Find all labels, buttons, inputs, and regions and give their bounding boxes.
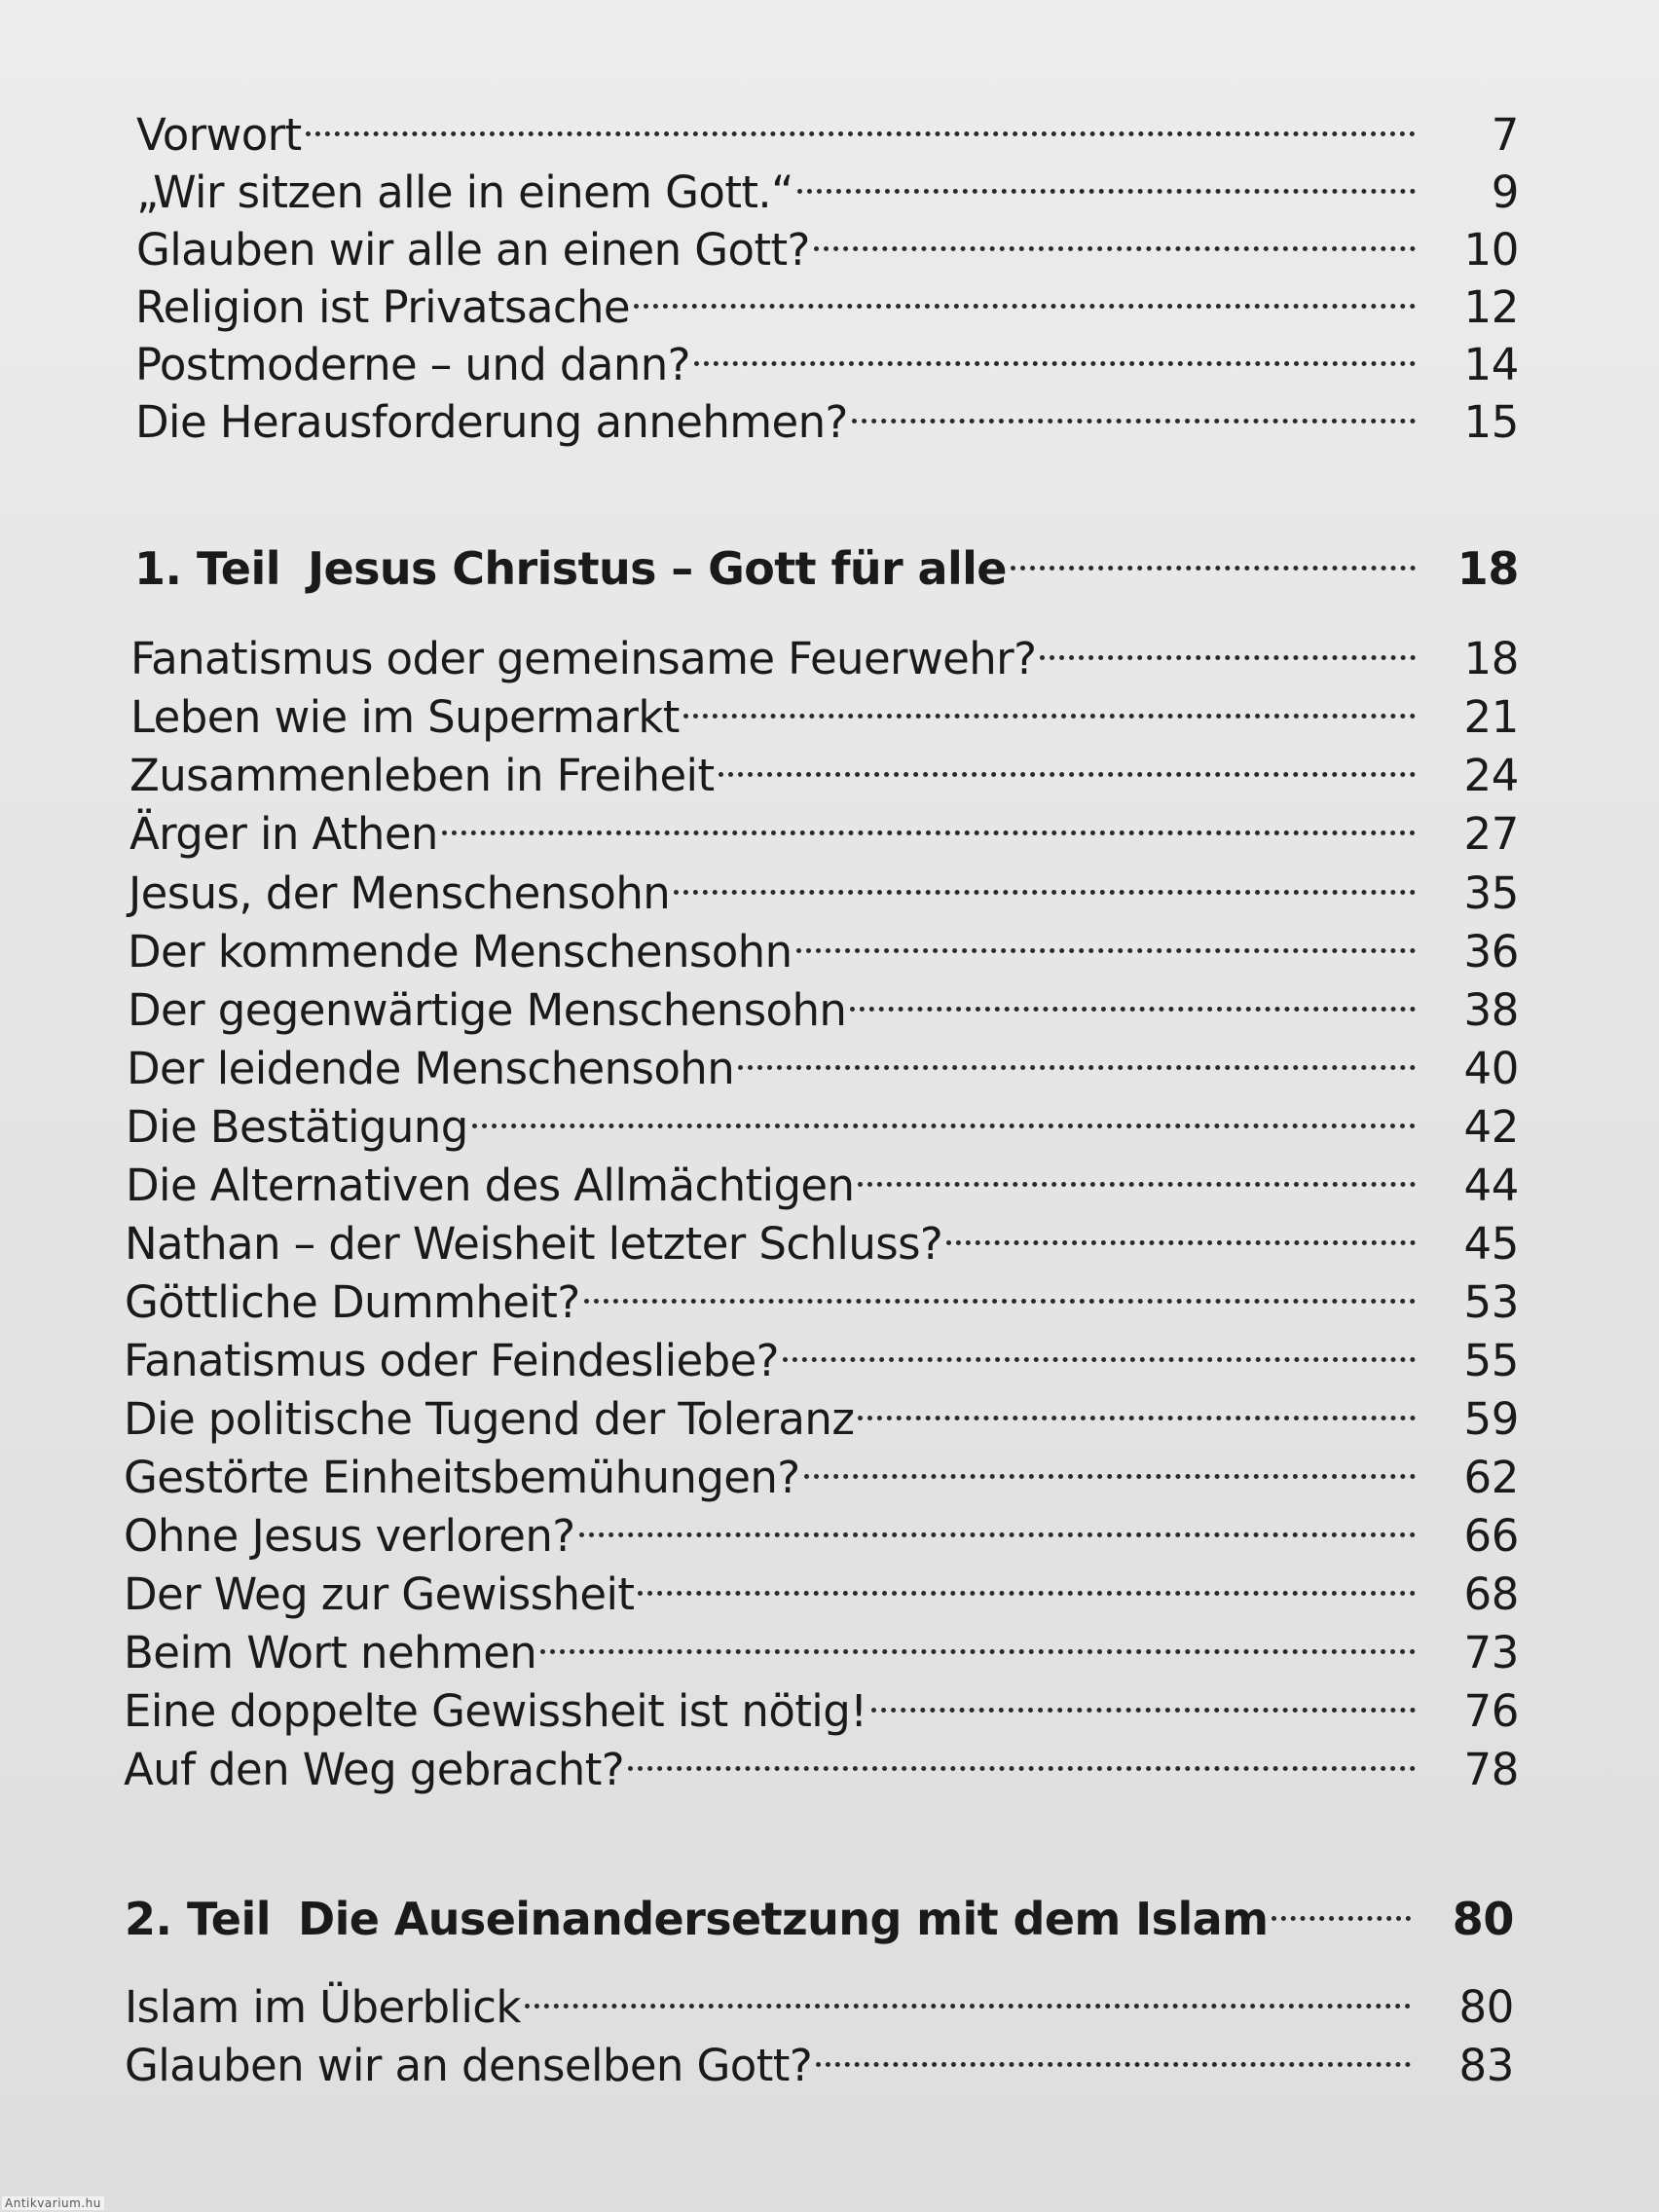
entry-title: Jesus, der Menschensohn: [129, 867, 671, 919]
part-heading: [125, 1876, 1514, 1945]
entry-page: 73: [1463, 1627, 1519, 1678]
entry-title: Der leidende Menschensohn: [127, 1043, 735, 1094]
toc-entry: [135, 321, 1519, 390]
dot-leader: [694, 321, 1416, 380]
toc-entry: [135, 264, 1519, 333]
dot-leader: [683, 674, 1416, 732]
dot-leader: [579, 1493, 1416, 1551]
entry-page: 9: [1491, 166, 1519, 218]
entry-page: 15: [1463, 396, 1519, 448]
toc-entry: [129, 732, 1519, 801]
dot-leader: [850, 967, 1416, 1025]
dot-leader: [946, 1200, 1416, 1259]
dot-leader: [738, 1025, 1416, 1084]
dot-leader: [674, 850, 1416, 908]
part-title: Jesus Christus – Gott für alle: [308, 542, 1007, 595]
entry-title: Religion ist Privatsache: [135, 281, 631, 333]
dot-leader: [442, 791, 1416, 849]
toc-entry: [124, 1609, 1519, 1678]
dot-leader: [871, 1668, 1416, 1726]
entry-page: 42: [1463, 1101, 1519, 1153]
toc-entry: [124, 1668, 1519, 1737]
dot-leader: [797, 149, 1416, 207]
entry-title: Islam im Überblick: [125, 1981, 521, 2033]
entry-page: 62: [1463, 1452, 1519, 1503]
dot-leader: [1011, 526, 1416, 584]
entry-title: Der Weg zur Gewissheit: [124, 1568, 635, 1620]
toc-entry: [124, 1376, 1519, 1445]
toc-entry: [130, 615, 1519, 684]
toc-entry: [126, 1142, 1519, 1211]
entry-page: 14: [1463, 339, 1519, 390]
dot-leader: [783, 1317, 1416, 1376]
dot-leader: [525, 1964, 1411, 2022]
dot-leader: [1272, 1876, 1411, 1935]
dot-leader: [814, 206, 1416, 265]
part-heading: [134, 526, 1519, 595]
entry-page: 45: [1463, 1218, 1519, 1270]
toc-entry: [125, 1200, 1519, 1270]
dot-leader: [858, 1142, 1416, 1200]
entry-page: 7: [1491, 109, 1519, 161]
entry-title: Vorwort: [136, 109, 302, 161]
entry-page: 44: [1463, 1160, 1519, 1211]
dot-leader: [816, 2022, 1411, 2081]
entry-title: Fanatismus oder Feindesliebe?: [124, 1335, 779, 1386]
toc-entry: [127, 1025, 1519, 1094]
entry-title: Ärger in Athen: [129, 808, 438, 860]
entry-title: Zusammenleben in Freiheit: [129, 750, 715, 801]
watermark: Antikvarium.hu: [2, 2196, 104, 2210]
dot-leader: [584, 1259, 1416, 1317]
entry-title: Der kommende Menschensohn: [128, 926, 793, 977]
toc-entry: [129, 850, 1519, 919]
toc-entry: [125, 1259, 1519, 1328]
part-page: 18: [1456, 542, 1519, 595]
toc-entry: [125, 1964, 1514, 2033]
entry-page: 66: [1463, 1510, 1519, 1562]
entry-title: Göttliche Dummheit?: [125, 1276, 580, 1328]
dot-leader: [1040, 615, 1416, 674]
entry-page: 53: [1463, 1276, 1519, 1328]
entry-page: 40: [1463, 1043, 1519, 1094]
toc-entry: [128, 908, 1519, 977]
entry-title: Leben wie im Supermarkt: [130, 691, 680, 743]
entry-title: Nathan – der Weisheit letzter Schluss?: [125, 1218, 943, 1270]
entry-title: „Wir sitzen alle in einem Gott.“: [136, 166, 793, 218]
entry-page: 59: [1463, 1393, 1519, 1445]
dot-leader: [638, 1551, 1416, 1609]
entry-page: 76: [1463, 1685, 1519, 1737]
entry-title: Die politische Tugend der Toleranz: [124, 1393, 855, 1445]
entry-page: 27: [1463, 808, 1519, 860]
dot-leader: [804, 1434, 1416, 1493]
entry-title: Die Alternativen des Allmächtigen: [126, 1160, 855, 1211]
entry-page: 78: [1463, 1744, 1519, 1795]
toc-entry: [125, 2022, 1514, 2091]
entry-title: Der gegenwärtige Menschensohn: [128, 984, 847, 1036]
entry-page: 80: [1458, 1981, 1514, 2033]
entry-page: 55: [1463, 1335, 1519, 1386]
entry-page: 68: [1463, 1568, 1519, 1620]
dot-leader: [540, 1609, 1416, 1668]
entry-title: Auf den Weg gebracht?: [124, 1744, 625, 1795]
entry-title: Gestörte Einheitsbemühungen?: [124, 1452, 800, 1503]
dot-leader: [858, 1376, 1416, 1434]
entry-page: 21: [1463, 691, 1519, 743]
toc-entry: [124, 1493, 1519, 1562]
entry-title: Die Herausforderung annehmen?: [135, 396, 848, 448]
entry-title: Ohne Jesus verloren?: [124, 1510, 575, 1562]
toc-entry: [124, 1726, 1519, 1795]
entry-title: Glauben wir an denselben Gott?: [125, 2040, 813, 2091]
entry-page: 35: [1463, 867, 1519, 919]
toc-entry: [124, 1317, 1519, 1386]
entry-page: 24: [1463, 750, 1519, 801]
toc-entry: [129, 791, 1519, 860]
toc-entry: [126, 1084, 1519, 1153]
entry-title: Glauben wir alle an einen Gott?: [136, 224, 810, 276]
entry-title: Beim Wort nehmen: [124, 1627, 537, 1678]
dot-leader: [719, 732, 1417, 791]
part-page: 80: [1452, 1893, 1514, 1945]
toc-entry: [130, 674, 1519, 743]
toc-entry: [124, 1551, 1519, 1620]
dot-leader: [796, 908, 1416, 967]
entry-page: 12: [1463, 281, 1519, 333]
entry-title: Die Bestätigung: [126, 1101, 468, 1153]
entry-title: Postmoderne – und dann?: [135, 339, 690, 390]
entry-page: 10: [1463, 224, 1519, 276]
entry-page: 83: [1458, 2040, 1514, 2091]
part-label: 1. Teil: [134, 542, 280, 595]
toc-entry: [124, 1434, 1519, 1503]
toc-entry: [136, 92, 1519, 161]
part-label: 2. Teil: [125, 1893, 271, 1945]
entry-page: 36: [1463, 926, 1519, 977]
toc-entry: [128, 967, 1519, 1036]
dot-leader: [628, 1726, 1416, 1785]
entry-page: 18: [1463, 633, 1519, 684]
dot-leader: [852, 379, 1416, 437]
dot-leader: [306, 92, 1416, 150]
dot-leader: [634, 264, 1416, 322]
toc-entry: [136, 149, 1519, 218]
part-title: Die Auseinandersetzung mit dem Islam: [298, 1893, 1269, 1945]
dot-leader: [472, 1084, 1416, 1142]
toc-entry: [135, 379, 1519, 448]
entry-title: Eine doppelte Gewissheit ist nötig!: [124, 1685, 867, 1737]
entry-title: Fanatismus oder gemeinsame Feuerwehr?: [130, 633, 1037, 684]
entry-page: 38: [1463, 984, 1519, 1036]
toc-entry: [136, 206, 1519, 276]
